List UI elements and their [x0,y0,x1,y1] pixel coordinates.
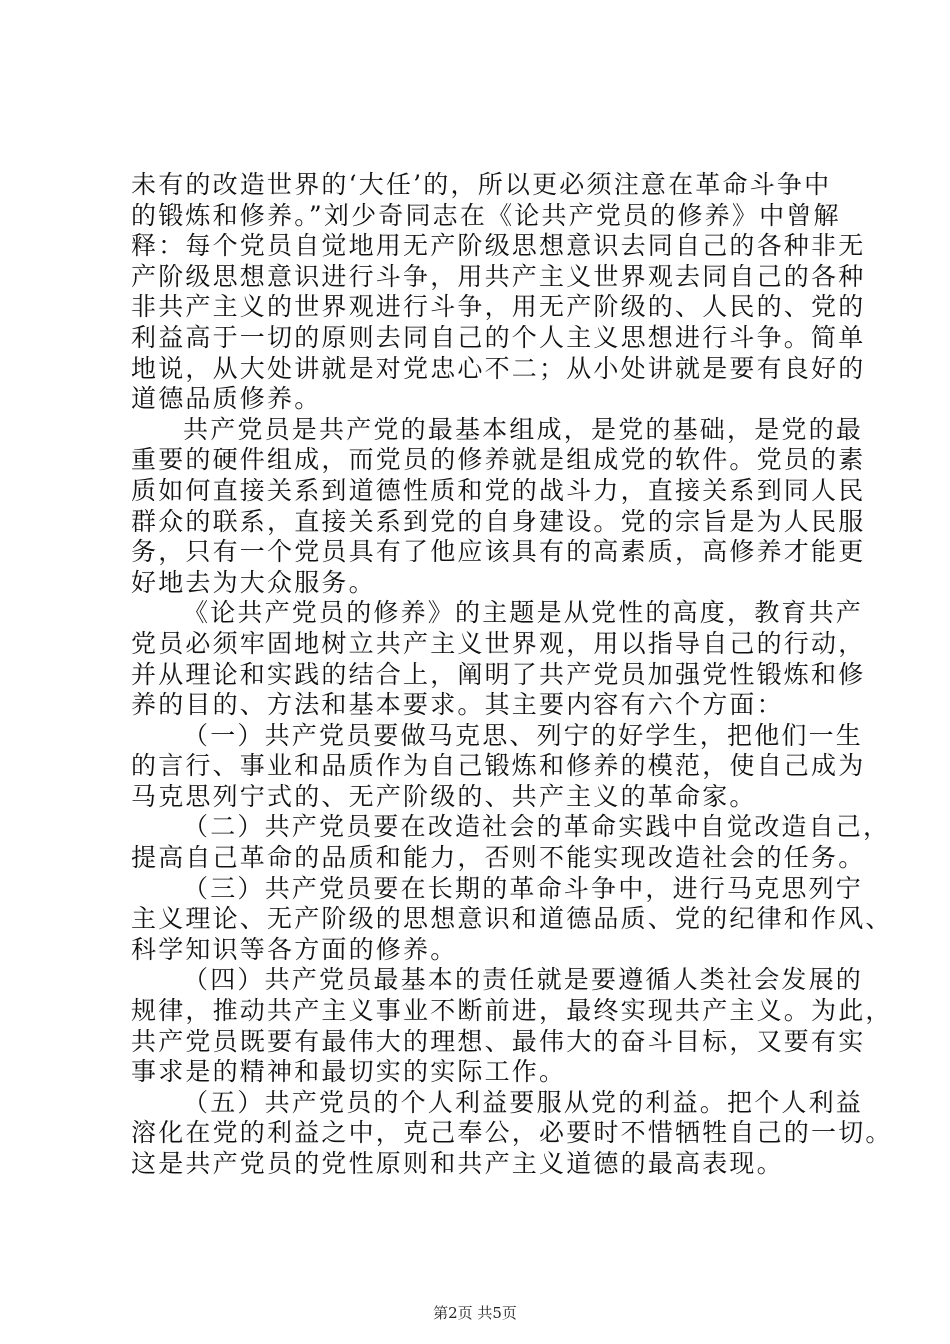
text-line: 事求是的精神和最切实的实际工作。 [131,1057,567,1087]
text-line: 科学知识等各方面的修养。 [131,934,458,964]
text-line: 的言行、事业和品质作为自己锻炼和修养的模范，使自己成为 [131,751,866,781]
page-number-footer: 第2页 共5页 [433,1304,517,1322]
text-line: 提高自己革命的品质和能力，否则不能实现改造社会的任务。 [131,843,866,873]
text-line: 利益高于一切的原则去同自己的个人主义思想进行斗争。简单 [131,322,866,352]
text-line: 党员必须牢固地树立共产主义世界观，用以指导自己的行动， [131,628,866,658]
document-body [131,170,893,1180]
list-item-first-line: （四）共产党员最基本的责任就是要遵循人类社会发展的 [183,965,864,995]
list-item-first-line: （五）共产党员的个人利益要服从党的利益。把个人利益 [183,1087,864,1117]
text-line: 溶化在党的利益之中，克己奉公，必要时不惜牺牲自己的一切。 [131,1118,893,1148]
text-line: 产阶级思想意识进行斗争，用共产主义世界观去同自己的各种 [131,261,866,291]
text-line: 的锻炼和修养。”刘少奇同志在《论共产党员的修养》中曾解 [131,200,841,230]
text-line: 未有的改造世界的‘大任’的，所以更必须注意在革命斗争中 [131,170,832,199]
paragraph-first-line: 共产党员是共产党的最基本组成，是党的基础，是党的最 [183,414,864,444]
text-line: 这是共产党员的党性原则和共产主义道德的最高表现。 [131,1149,784,1178]
text-line: 释：每个党员自觉地用无产阶级思想意识去同自己的各种非无 [131,231,866,261]
text-line: 道德品质修养。 [131,384,322,414]
list-item-first-line: （二）共产党员要在改造社会的革命实践中自觉改造自己， [183,812,891,842]
text-line: 群众的联系，直接关系到党的自身建设。党的宗旨是为人民服 [131,506,866,536]
paragraph-first-line: 《论共产党员的修养》的主题是从党性的高度，教育共产 [183,598,864,628]
text-line: 并从理论和实践的结合上，阐明了共产党员加强党性锻炼和修 [131,659,866,689]
text-line: 规律，推动共产主义事业不断前进，最终实现共产主义。为此， [131,996,893,1026]
text-line: 务，只有一个党员具有了他应该具有的高素质，高修养才能更 [131,537,866,567]
list-item-first-line: （一）共产党员要做马克思、列宁的好学生，把他们一生 [183,720,864,750]
list-item-first-line: （三）共产党员要在长期的革命斗争中，进行马克思列宁 [183,873,864,903]
text-line: 共产党员既要有最伟大的理想、最伟大的奋斗目标，又要有实 [131,1026,866,1056]
text-line: 质如何直接关系到道德性质和党的战斗力，直接关系到同人民 [131,475,866,505]
text-line: 好地去为大众服务。 [131,567,376,597]
text-line: 非共产主义的世界观进行斗争，用无产阶级的、人民的、党的 [131,292,866,322]
text-line: 养的目的、方法和基本要求。其主要内容有六个方面： [131,690,784,720]
text-line: 主义理论、无产阶级的思想意识和道德品质、党的纪律和作风、 [131,904,893,934]
text-line: 地说，从大处讲就是对党忠心不二；从小处讲就是要有良好的 [131,353,866,383]
text-line: 重要的硬件组成，而党员的修养就是组成党的软件。党员的素 [131,445,866,475]
text-line: 马克思列宁式的、无产阶级的、共产主义的革命家。 [131,781,757,811]
